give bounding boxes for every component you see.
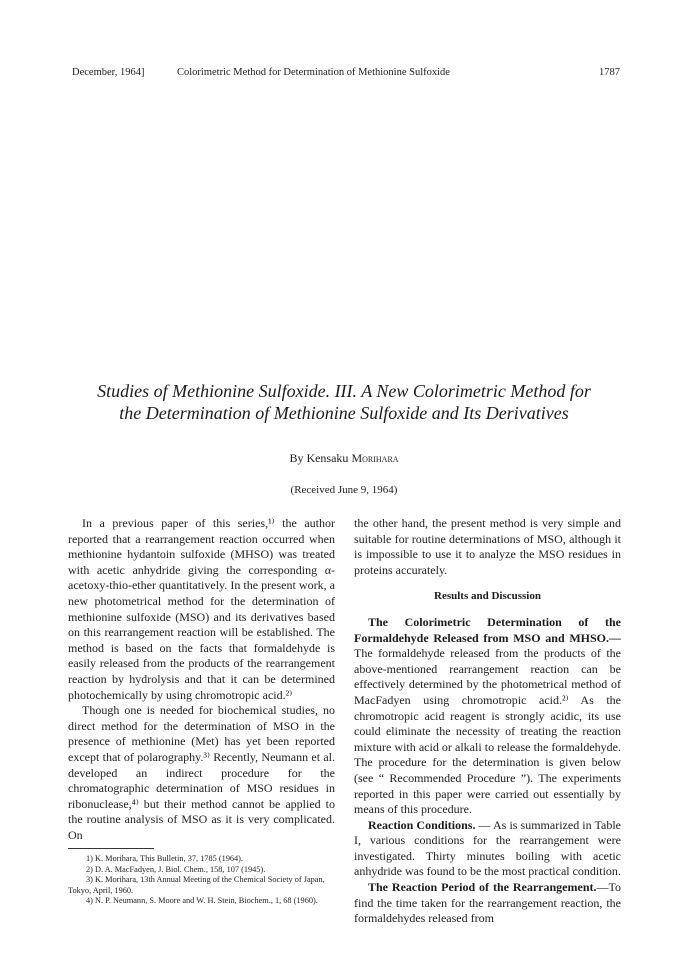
footnote-2: 2) D. A. MacFadyen, J. Biol. Chem., 158, 107 (1945). [86,864,266,874]
right-paragraph-1: the other hand, the present method is very simple and suitable for routine determinations of MSO, although it is impossible to use it to analyze the MSO residues in proteins accurately. [354,516,621,577]
running-head-date: December, 1964] [72,67,145,78]
footnote-3: 3) K. Morihara, 13th Annual Meeting of the Chemical Society of Japan, Tokyo, April, 1960. [68,875,325,895]
section-heading: Results and Discussion [434,590,541,603]
running-head-title: Colorimetric Method for Determination of Methionine Sulfoxide [177,67,450,78]
right-paragraph-2 [354,615,621,818]
footnote-1: 1) K. Morihara, This Bulletin, 37, 1785 (1964). [86,854,244,863]
byline [0,451,688,465]
footnote-rule [68,848,154,849]
left-paragraph-2: Though one is needed for biochemical studies, no direct method for the determination of MSO in the presence of methionine (Met) has yet been reported except that of polarography.³⁾ Recently, Neumann et al. developed an indirect procedure for the chromatographic determination of MSO residues in ribonuclease,⁴⁾ but their method cannot be applied to the routine analysis of MSO as it is very complicated. On [68,703,335,842]
right-column [354,516,621,927]
byline-prefix: By Kensaku [289,451,349,465]
received-date: (Received June 9, 1964) [290,484,398,496]
author-surname: Morihara [351,451,399,465]
paragraph-run-in-heading: The Reaction Period of the Rearrangement. [368,880,597,895]
footnotes [68,854,335,907]
paragraph-body: — As is summarized in Table I, various conditions for the rearrangement were investigated. Thirty minutes boiling with acetic anhydride was found to be the most practical condition. [354,817,622,879]
article-title-line-1: Studies of Methionine Sulfoxide. III. A New Colorimetric Method for [97,381,591,401]
left-paragraph-1: In a previous paper of this series,¹⁾ the author reported that a rearrangement reaction occurred when methionine hydantoin sulfoxide (MHSO) was treated with acetic anhydride giving the corresponding α-acetoxy-thio-ether quantitatively. In the present work, a new photometrical method for the determination of methionine sulfoxide (MSO) and its derivatives based on this rearrangement reaction will be established. The method is based on the facts that formaldehyde is easily released from the products of the rearrangement reaction by hydrolysis and that it can be determined photochemically by using chromotropic acid.²⁾ [68,516,335,702]
left-column [68,516,335,843]
right-paragraph-3 [354,818,621,880]
right-paragraph-4 [354,880,621,927]
paragraph-run-in-heading: The Colorimetric Determination of the Formaldehyde Released from MSO and MHSO.— [354,614,621,645]
page-number: 1787 [599,67,620,78]
article-title-line-2: the Determination of Methionine Sulfoxide and Its Derivatives [119,403,569,423]
paragraph-body: —To find the time taken for the rearrangement reaction, the formaldehydes released from [354,880,621,926]
paragraph-run-in-heading: Reaction Conditions. [368,817,476,832]
footnote-4: 4) N. P. Neumann, S. Moore and W. H. Stein, Biochem., 1, 68 (1960). [86,896,318,906]
paragraph-body: The formaldehyde released from the products of the above-mentioned rearrangement reaction can be effectively determined by the photometrical method of MacFadyen using chromotropic acid.²⁾ As the chromotropic acid reagent is strongly acidic, its use could eliminate the necessity of treating the reaction mixture with acid or alkali to release the formaldehyde. The procedure for the determination is given below (see “ Recommended Procedure ”). The experiments reported in this paper were carried out essentially by means of this procedure. [354,646,621,817]
article-title [40,380,648,424]
